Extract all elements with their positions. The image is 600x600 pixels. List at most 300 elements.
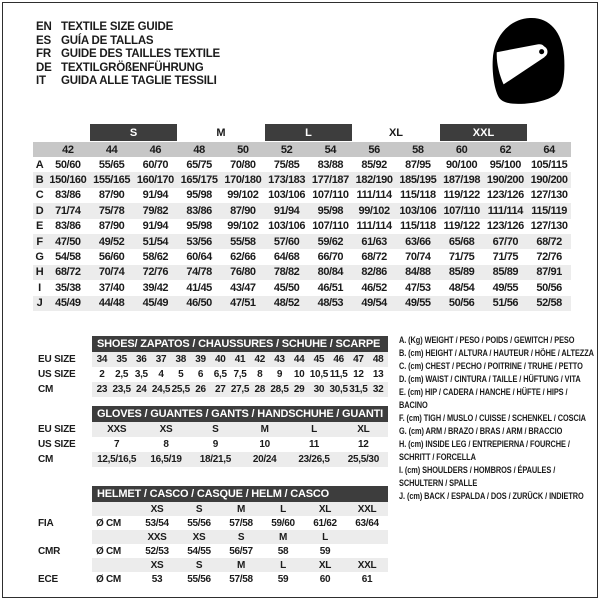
size-value: 42 [254, 354, 265, 365]
standard-label: FIA [38, 517, 54, 529]
row-label: US SIZE [38, 369, 76, 380]
textile-row-e [33, 219, 571, 234]
size-value: 66/70 [317, 251, 344, 264]
row-label: C [35, 189, 44, 202]
legend-item: J. (cm) BACK / ESPALDA / DOS / ZURÜCK / INDIETRO [399, 491, 584, 501]
size-col-54: 54 [324, 143, 337, 156]
size-value: 50/60 [55, 158, 81, 171]
row-cells [92, 382, 388, 397]
size-value: S [212, 424, 219, 435]
size-value: 30 [313, 384, 325, 395]
size-value: 68/72 [536, 235, 562, 248]
language-title: GUÍA DE TALLAS [61, 34, 154, 47]
row-cells [92, 516, 388, 530]
size-value: 99/102 [358, 204, 390, 217]
numeric-size-row [33, 142, 571, 157]
row-cells [92, 530, 388, 544]
size-value: L [311, 424, 317, 435]
size-value: 25,5 [171, 384, 190, 395]
size-value: 59 [319, 545, 331, 557]
row-cells [92, 452, 388, 467]
language-row [36, 21, 220, 35]
textile-row-b [33, 172, 571, 187]
section-row [36, 382, 388, 397]
size-value: 56/57 [229, 545, 253, 557]
size-value: 115/119 [531, 204, 567, 217]
size-value: 8 [257, 369, 263, 380]
section-row [36, 352, 388, 367]
size-value: 47 [353, 354, 364, 365]
size-value: 70/74 [405, 251, 431, 264]
size-value: M [260, 424, 269, 435]
size-value: 44 [293, 354, 305, 365]
language-code: DE [36, 61, 52, 74]
size-value: 18/21,5 [199, 454, 231, 465]
language-row [36, 62, 220, 76]
size-value: 31,5 [349, 384, 368, 395]
size-value: 62/66 [230, 251, 256, 264]
language-title: GUIDE DES TAILLES TEXTILE [61, 48, 220, 60]
size-value: 61/62 [313, 517, 337, 529]
helmet-value-row [36, 544, 388, 558]
language-code: EN [36, 21, 52, 33]
size-value: 59/60 [271, 517, 295, 529]
textile-row-a [33, 157, 571, 172]
legend-item: I. (cm) SHOULDERS / HOMBROS / ÉPAULES / SCHULTERN / SPALLE [399, 465, 556, 488]
size-value: 24 [136, 384, 147, 395]
size-value: 87/91 [536, 266, 562, 279]
size-label: L [280, 503, 286, 515]
size-value: 83/86 [55, 220, 81, 233]
size-value: 48/52 [273, 297, 300, 310]
helmet-value-row [36, 516, 388, 530]
textile-row-c [33, 188, 571, 203]
size-value: 103/106 [268, 220, 306, 233]
size-value: 36 [136, 354, 147, 365]
size-value: 60 [319, 573, 331, 585]
size-value: 40 [214, 354, 226, 365]
size-value: 68/72 [55, 266, 81, 279]
size-value: 27,5 [230, 384, 250, 395]
size-label: S [237, 531, 245, 543]
size-value: 45/49 [142, 297, 169, 310]
row-label: B [35, 174, 44, 187]
language-row [36, 35, 220, 49]
size-value: 59 [277, 573, 289, 585]
row-label: E [36, 220, 43, 233]
size-value: 54/58 [55, 251, 81, 264]
size-value: 71/75 [448, 251, 475, 264]
size-value: 91/94 [273, 204, 300, 217]
size-value: 103/106 [268, 189, 306, 202]
size-value: 85/89 [448, 266, 475, 279]
size-value: 79/82 [142, 204, 169, 217]
size-value: 71/74 [55, 204, 81, 217]
gloves-section [36, 406, 388, 467]
size-value: 91/94 [142, 220, 169, 233]
size-group-m: M [216, 126, 226, 139]
row-label: J [36, 297, 43, 310]
size-col-60: 60 [455, 143, 468, 156]
size-value: 83/88 [317, 158, 344, 171]
shoes-section-title: SHOES/ ZAPATOS / CHAUSSURES / SCHUHE / SCARPE [92, 336, 388, 352]
row-label: A [35, 158, 44, 171]
size-value: 43 [274, 354, 285, 365]
size-value: 70/80 [230, 158, 256, 171]
helmet-size-row [36, 530, 388, 544]
language-title: TEXTILGRÖßENFÜHRUNG [61, 61, 204, 74]
size-value: 53 [151, 573, 163, 585]
size-value: 74/78 [186, 266, 212, 279]
row-label: EU SIZE [38, 424, 76, 435]
language-code: IT [36, 75, 46, 87]
shoes-rows [36, 352, 388, 397]
row-label: H [35, 266, 44, 279]
size-value: 111/114 [356, 220, 392, 233]
size-value: 12,5/16,5 [97, 454, 137, 465]
size-value: 107/110 [312, 220, 349, 233]
size-value: 95/100 [489, 158, 521, 171]
size-value: 23/26,5 [298, 454, 330, 465]
size-label: XS [192, 531, 206, 543]
helmet-size-row [36, 558, 388, 572]
size-value: 87/90 [230, 204, 256, 217]
size-value: 115/118 [400, 189, 436, 202]
row-label: US SIZE [38, 439, 76, 450]
row-label: G [35, 251, 44, 264]
size-value: 85/92 [361, 158, 387, 171]
language-list [36, 21, 220, 89]
size-value: 35 [116, 354, 127, 365]
size-value: XL [357, 424, 370, 435]
size-label: XXL [357, 503, 377, 515]
size-value: 43/47 [230, 281, 256, 294]
size-value: 28,5 [270, 384, 289, 395]
size-value: 99/102 [227, 220, 259, 233]
size-value: 7,5 [233, 369, 247, 380]
unit-cell: Ø CM [96, 545, 121, 557]
size-value: 173/183 [268, 174, 306, 187]
size-value: 39/42 [142, 281, 169, 294]
size-value: 6,5 [213, 369, 227, 380]
size-value: 37/40 [98, 281, 125, 294]
size-value: 4 [158, 369, 164, 380]
helmet-rows [36, 502, 388, 586]
size-value: 87/95 [405, 158, 431, 171]
textile-row-g [33, 249, 571, 264]
size-value: 91/94 [142, 189, 169, 202]
size-value: 107/110 [312, 189, 349, 202]
size-value: 61 [361, 573, 373, 585]
size-group-l: L [265, 124, 353, 141]
row-label: CM [38, 384, 54, 395]
textile-row-j [33, 296, 571, 311]
standard-label: CMR [38, 545, 61, 557]
size-value: 119/122 [443, 189, 480, 202]
row-label [36, 530, 92, 544]
row-label [36, 502, 92, 516]
size-value: 53/54 [145, 517, 169, 529]
legend-item: H. (cm) INSIDE LEG / ENTREPIERNA / FOURCHE / SCHRITT / FORCELLA [399, 439, 570, 462]
size-value: 10,5 [309, 369, 329, 380]
size-value: 70/74 [98, 266, 125, 279]
size-value: 8 [163, 439, 169, 450]
size-group-s: S [90, 124, 178, 141]
size-value: 165/175 [180, 174, 218, 187]
textile-size-table [33, 124, 571, 311]
textile-row-i [33, 280, 571, 295]
row-label: D [35, 204, 44, 217]
size-col-56: 56 [368, 143, 380, 156]
size-label: S [195, 559, 203, 571]
size-value: 48 [372, 354, 384, 365]
size-value: 63/64 [355, 517, 379, 529]
size-value: 107/110 [443, 204, 480, 217]
size-group-row [33, 124, 571, 141]
size-label: S [195, 503, 203, 515]
size-value: 187/198 [443, 174, 481, 187]
size-value: 58 [277, 545, 289, 557]
section-row [36, 452, 388, 467]
size-value: 105/115 [530, 158, 568, 171]
helmet-size-row [36, 502, 388, 516]
size-value: XS [159, 424, 173, 435]
shoes-section [36, 336, 388, 397]
size-label: L [280, 559, 286, 571]
size-value: 29 [293, 384, 305, 395]
row-label: EU SIZE [38, 354, 76, 365]
size-value: 84/88 [405, 266, 431, 279]
size-value: 9 [212, 439, 218, 450]
row-cells [92, 352, 388, 367]
row-cells [92, 422, 388, 437]
size-value: 57/58 [229, 517, 253, 529]
size-value: 185/195 [399, 174, 437, 187]
size-value: 190/200 [486, 174, 524, 187]
size-value: 47/50 [55, 235, 81, 248]
helmet-icon [487, 14, 567, 106]
size-value: 111/114 [356, 189, 392, 202]
size-value: 49/55 [492, 281, 519, 294]
size-value: 26 [195, 384, 206, 395]
size-value: 95/98 [186, 189, 212, 202]
size-value: 44/48 [98, 297, 125, 310]
size-col-46: 46 [149, 143, 162, 156]
size-value: 24,5 [151, 384, 171, 395]
size-value: 12 [353, 369, 364, 380]
size-value: 127/130 [530, 220, 568, 233]
size-value: 160/170 [136, 174, 174, 187]
size-label: M [236, 503, 246, 515]
row-cells [92, 367, 388, 382]
size-value: 123/126 [486, 189, 524, 202]
size-value: 41 [234, 354, 246, 365]
size-value: 45/49 [55, 297, 81, 310]
size-value: 85/89 [492, 266, 519, 279]
band-spacer [33, 124, 90, 141]
size-col-64: 64 [543, 143, 555, 156]
size-col-52: 52 [280, 143, 293, 156]
size-value: 49/52 [98, 235, 125, 248]
size-value: 6 [197, 369, 204, 380]
size-value: 57/58 [229, 573, 253, 585]
size-value: 65/68 [448, 235, 475, 248]
size-value: 111/114 [487, 204, 523, 217]
size-group-xxl: XXL [440, 124, 528, 141]
size-label: XL [318, 559, 332, 571]
size-value: 20/24 [252, 454, 277, 465]
row-label: CM [38, 454, 54, 465]
size-value: 55/65 [98, 158, 125, 171]
size-value: XXS [107, 424, 127, 435]
size-value: 41/45 [186, 281, 212, 294]
size-value: 83/86 [55, 189, 81, 202]
row-cells [92, 558, 388, 572]
size-value: 10 [259, 439, 270, 450]
size-value: 46/52 [361, 281, 387, 294]
size-label: M [278, 531, 288, 543]
size-col-58: 58 [412, 143, 424, 156]
size-value: 9 [276, 369, 283, 380]
language-title: GUIDA ALLE TAGLIE TESSILI [61, 75, 217, 87]
language-row [36, 75, 220, 89]
size-value: 55/58 [230, 235, 256, 248]
size-value: 103/106 [399, 204, 437, 217]
size-col-50: 50 [237, 143, 249, 156]
size-value: 57/60 [273, 235, 300, 248]
size-label: XS [150, 503, 164, 515]
row-label [36, 558, 92, 572]
legend-item: C. (cm) CHEST / PECHO / POITRINE / TRUHE / PETTO [399, 361, 583, 371]
size-value: 115/118 [400, 220, 436, 233]
size-value: 13 [372, 369, 384, 380]
legend-item: B. (cm) HEIGHT / ALTURA / HAUTEUR / HÖHE / ALTEZZA [399, 348, 594, 358]
row-cells [92, 544, 388, 558]
size-value: 80/84 [317, 266, 344, 279]
size-value: 190/200 [530, 174, 568, 187]
size-value: 48/54 [448, 281, 475, 294]
size-value: 7 [114, 439, 120, 450]
gloves-rows [36, 422, 388, 467]
size-value: 67/70 [492, 235, 519, 248]
size-value: 37 [155, 354, 167, 365]
language-row [36, 48, 220, 62]
size-value: 127/130 [530, 189, 568, 202]
size-value: 75/85 [273, 158, 300, 171]
textile-row-f [33, 234, 571, 249]
size-value: 3,5 [134, 369, 148, 380]
size-value: 28 [254, 384, 265, 395]
size-col-62: 62 [499, 143, 512, 156]
size-value: 11,5 [329, 369, 348, 380]
size-value: 5 [178, 369, 184, 380]
size-value: 49/55 [405, 297, 431, 310]
language-title: TEXTILE SIZE GUIDE [61, 21, 174, 33]
size-value: 25,5/30 [347, 454, 379, 465]
row-cells [92, 502, 388, 516]
size-value: 23 [96, 384, 108, 395]
size-value: 177/187 [311, 174, 349, 187]
size-value: 27 [214, 384, 226, 395]
size-value: 47/51 [230, 297, 256, 310]
size-value: 68/72 [361, 251, 387, 264]
size-value: 50/56 [448, 297, 475, 310]
size-value: 12 [358, 439, 369, 450]
size-value: 11 [309, 439, 319, 450]
size-value: 95/98 [186, 220, 212, 233]
size-value: 63/66 [405, 235, 431, 248]
size-value: 78/82 [273, 266, 300, 279]
size-value: 49/54 [361, 297, 387, 310]
size-value: 59/62 [317, 235, 344, 248]
textile-table-body [33, 157, 571, 311]
size-value: 99/102 [227, 189, 259, 202]
size-value: 123/126 [486, 220, 524, 233]
language-code: ES [36, 34, 51, 47]
row-cells [92, 437, 388, 452]
size-value: 55/56 [187, 517, 211, 529]
size-value: 2,5 [115, 369, 129, 380]
size-value: 45 [313, 354, 325, 365]
size-value: 32 [372, 384, 384, 395]
size-value: 16,5/19 [150, 454, 182, 465]
size-value: 83/86 [186, 204, 212, 217]
standard-label: ECE [38, 573, 58, 585]
size-value: 119/122 [443, 220, 480, 233]
size-value: 50/56 [536, 281, 562, 294]
size-col-48: 48 [193, 143, 205, 156]
size-label: L [322, 531, 328, 543]
size-value: 150/160 [49, 174, 87, 187]
size-value: 47/53 [405, 281, 431, 294]
size-value: 72/76 [142, 266, 169, 279]
size-value: 2 [99, 369, 105, 380]
size-value: 46 [333, 354, 344, 365]
size-value: 55/56 [187, 573, 211, 585]
size-value: 95/98 [317, 204, 344, 217]
size-value: 52/53 [145, 545, 169, 557]
size-value: 61/63 [361, 235, 387, 248]
legend-item: G. (cm) ARM / BRAZO / BRAS / ARM / BRACCIO [399, 426, 563, 436]
legend-item: F. (cm) TIGH / MUSLO / CUISSE / SCHENKEL / COSCIA [399, 413, 586, 423]
size-value: 51/54 [142, 235, 169, 248]
size-col-44: 44 [105, 143, 118, 156]
helmet-section [36, 486, 388, 586]
size-value: 76/80 [230, 266, 256, 279]
size-value: 38 [175, 354, 187, 365]
size-value: 54/55 [187, 545, 211, 557]
size-value: 82/86 [361, 266, 387, 279]
size-value: 39 [195, 354, 206, 365]
textile-row-h [33, 265, 571, 280]
size-value: 30,5 [329, 384, 348, 395]
size-value: 65/75 [186, 158, 212, 171]
size-value: 90/100 [446, 158, 478, 171]
size-value: 35/38 [55, 281, 81, 294]
size-value: 51/56 [492, 297, 519, 310]
size-value: 23,5 [112, 384, 131, 395]
size-value: 170/180 [224, 174, 262, 187]
unit-cell: Ø CM [96, 517, 121, 529]
size-value: 46/51 [317, 281, 344, 294]
row-label: F [36, 235, 43, 248]
size-value: 45/50 [273, 281, 300, 294]
size-value: 56/60 [98, 251, 125, 264]
gloves-section-title: GLOVES / GUANTES / GANTS / HANDSCHUHE / GUANTI [92, 406, 388, 422]
size-value: 182/190 [355, 174, 393, 187]
size-label: M [236, 559, 246, 571]
size-value: 52/58 [536, 297, 562, 310]
